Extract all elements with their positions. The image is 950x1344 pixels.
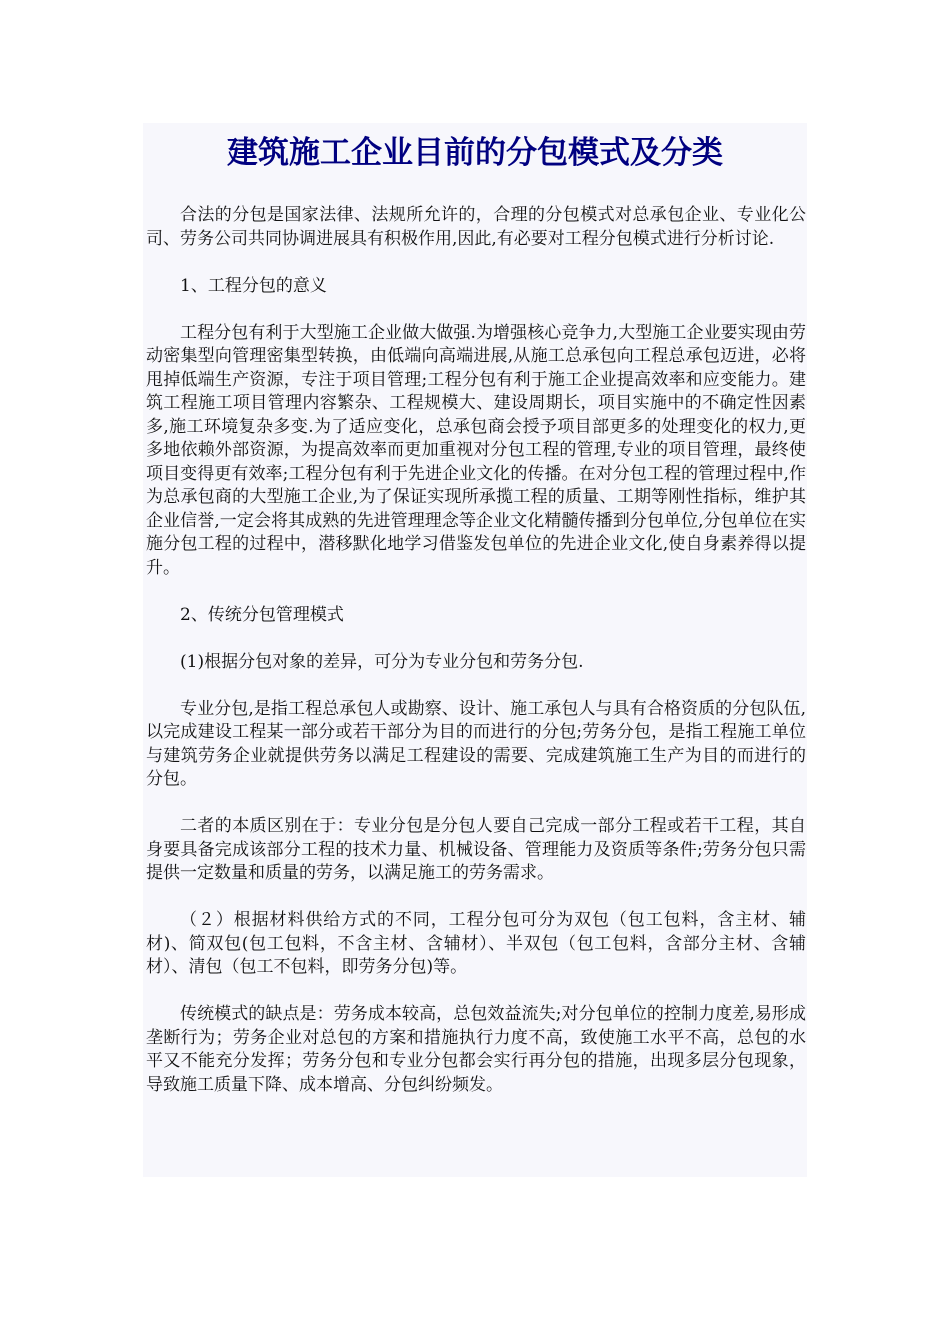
drawbacks-paragraph: 传统模式的缺点是：劳务成本较高，总包效益流失;对分包单位的控制力度差,易形成垄断行为；劳务企业对总包的方案和措施执行力度不高，致使施工水平不高，总包的水平又不能充分发挥；劳务分包和专业分包都会实行再分包的措施，出现多层分包现象，导致施工质量下降、成本增高、分包纠纷频发。 <box>146 1004 806 1095</box>
subsection-1-heading: (1)根据分包对象的差异，可分为专业分包和劳务分包. <box>180 651 584 672</box>
document-body <box>146 204 806 1121</box>
difference-paragraph: 二者的本质区别在于：专业分包是分包人要自己完成一部分工程或若干工程，其自身要具备完成该部分工程的技术力量、机械设备、管理能力及资质等条件;劳务分包只需提供一定数量和质量的劳务，以满足施工的劳务需求。 <box>146 816 806 883</box>
section-heading-2: 2、传统分包管理模式 <box>180 604 344 625</box>
subcontract-definition-paragraph: 专业分包,是指工程总承包人或勘察、设计、施工承包人与具有合格资质的分包队伍,以完成建设工程某一部分或若干部分为目的而进行的分包;劳务分包，是指工程施工单位与建筑劳务企业就提供劳务以满足工程建设的需要、完成建筑施工生产为目的而进行的分包。 <box>146 698 806 789</box>
section-1-paragraph: 工程分包有利于大型施工企业做大做强.为增强核心竞争力,大型施工企业要实现由劳动密集型向管理密集型转换，由低端向高端进展,从施工总承包向工程总承包迈进，必将甩掉低端生产资源，专注于项目管理;工程分包有利于施工企业提高效率和应变能力。建筑工程施工项目管理内容繁杂、工程规模大、建设周期长，项目实施中的不确定性因素多,施工环境复杂多变.为了适应变化，总承包商会授予项目部更多的处理变化的权力,更多地依赖外部资源，为提高效率而更加重视对分包工程的管理,专业的项目管理，最终使项目变得更有效率;工程分包有利于先进企业文化的传播。在对分包工程的管理过程中,作为总承包商的大型施工企业,为了保证实现所承揽工程的质量、工期等刚性指标，维护其企业信誉,一定会将其成熟的先进管理理念等企业文化精髓传播到分包单位,分包单位在实施分包工程的过程中，潜移默化地学习借鉴发包单位的先进企业文化,使自身素养得以提升。 <box>146 322 806 578</box>
intro-paragraph: 合法的分包是国家法律、法规所允许的，合理的分包模式对总承包企业、专业化公司、劳务公司共同协调进展具有积极作用,因此,有必要对工程分包模式进行分析讨论. <box>146 205 806 249</box>
material-supply-paragraph: （２）根据材料供给方式的不同，工程分包可分为双包（包工包料，含主材、辅材)、简双包(包工包料，不含主材、含辅材）、半双包（包工包料，含部分主材、含辅材）、清包（包工不包料，即劳务分包)等。 <box>146 910 806 977</box>
section-heading-1: 1、工程分包的意义 <box>180 275 327 296</box>
document-title: 建筑施工企业目前的分包模式及分类 <box>227 135 723 171</box>
